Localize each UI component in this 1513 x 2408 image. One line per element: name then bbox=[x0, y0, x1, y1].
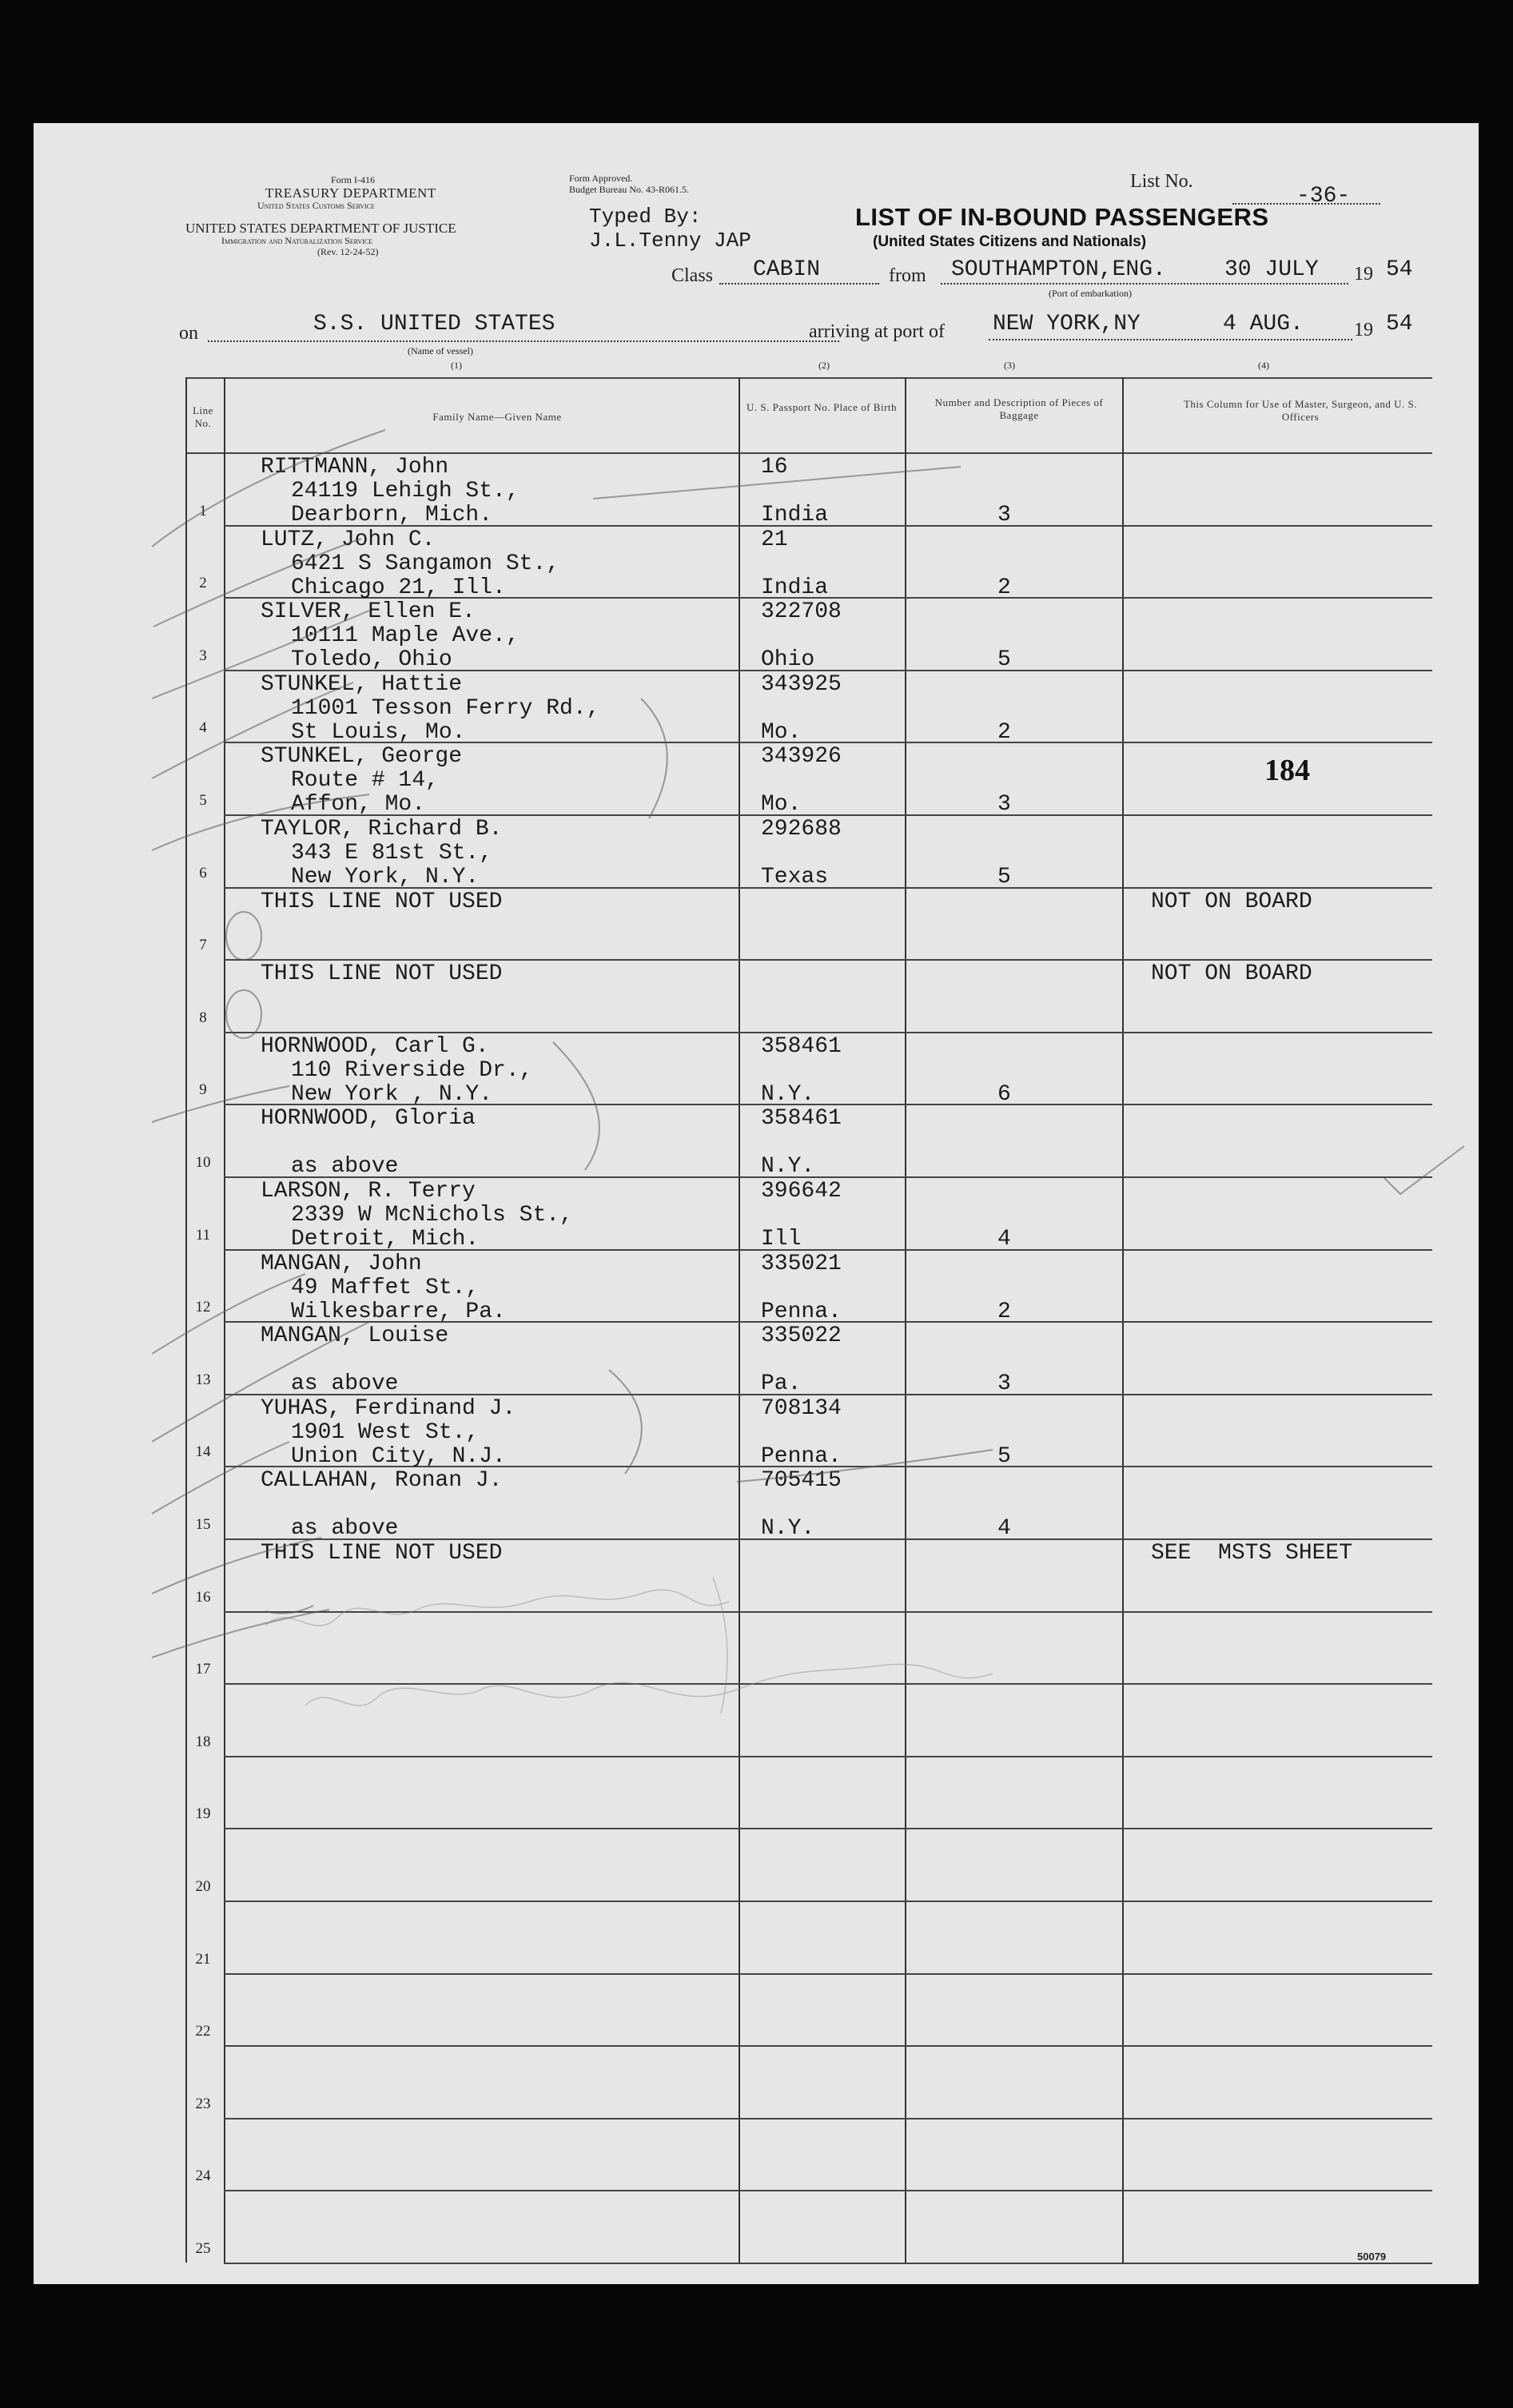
passenger-address: 2339 W McNichols St., bbox=[291, 1203, 573, 1228]
line-number: 2 bbox=[199, 575, 207, 592]
passport-number: 343925 bbox=[761, 671, 842, 697]
passenger-city: as above bbox=[291, 1371, 399, 1397]
baggage-count: 2 bbox=[997, 719, 1011, 745]
baggage-count: 4 bbox=[997, 1227, 1011, 1252]
passport-number: 708134 bbox=[761, 1395, 842, 1421]
col-number-1: (1) bbox=[451, 360, 462, 371]
passenger-name: MANGAN, Louise bbox=[261, 1323, 449, 1349]
passport-number: 396642 bbox=[761, 1179, 842, 1204]
passport-number: 322708 bbox=[761, 599, 842, 625]
passenger-address: 10111 Maple Ave., bbox=[291, 623, 520, 649]
place-of-birth: Mo. bbox=[761, 719, 802, 745]
passenger-city: New York , N.Y. bbox=[291, 1081, 493, 1107]
line-number: 14 bbox=[195, 1443, 211, 1461]
passenger-address: 1901 West St., bbox=[291, 1419, 480, 1445]
passenger-address: Route # 14, bbox=[291, 768, 439, 794]
baggage-count: 5 bbox=[997, 865, 1011, 890]
baggage-count: 4 bbox=[997, 1516, 1011, 1542]
line-number: 4 bbox=[199, 719, 207, 737]
col-number-4: (4) bbox=[1258, 360, 1269, 371]
col-header-passport: U. S. Passport No. Place of Birth bbox=[746, 401, 898, 413]
class-label: Class bbox=[671, 265, 714, 286]
line-number: 7 bbox=[199, 937, 207, 954]
passenger-name: LARSON, R. Terry bbox=[261, 1179, 476, 1204]
officer-remark: NOT ON BOARD bbox=[1151, 961, 1312, 987]
passenger-address: 24119 Lehigh St., bbox=[291, 479, 520, 503]
place-of-birth: Ohio bbox=[761, 647, 815, 673]
baggage-count: 6 bbox=[997, 1081, 1011, 1107]
line-number: 1 bbox=[199, 502, 207, 519]
place-of-birth: Ill bbox=[761, 1227, 802, 1252]
place-of-birth: Penna. bbox=[761, 1299, 842, 1324]
passport-number: 16 bbox=[761, 455, 788, 480]
line-number: 6 bbox=[199, 864, 207, 882]
col-number-2: (2) bbox=[818, 360, 830, 371]
vessel-note: (Name of vessel) bbox=[408, 345, 473, 356]
col-header-name: Family Name—Given Name bbox=[432, 411, 562, 423]
col-header-baggage: Number and Description of Pieces of Baggage bbox=[934, 396, 1104, 421]
page-subtitle: (United States Citizens and Nationals) bbox=[873, 233, 1147, 250]
officer-remark: SEE MSTS SHEET bbox=[1151, 1541, 1353, 1566]
passport-number: 292688 bbox=[761, 817, 842, 842]
passenger-list-form bbox=[34, 123, 1479, 2284]
passenger-name: LUTZ, John C. bbox=[261, 527, 436, 552]
line-number: 15 bbox=[195, 1516, 211, 1533]
place-of-birth: N.Y. bbox=[761, 1516, 815, 1542]
passenger-name: TAYLOR, Richard B. bbox=[261, 817, 503, 842]
officer-remark: NOT ON BOARD bbox=[1151, 889, 1312, 914]
place-of-birth: Mo. bbox=[761, 792, 802, 818]
form-code: 50079 bbox=[1357, 2251, 1387, 2263]
passenger-name: STUNKEL, George bbox=[261, 744, 463, 770]
justice-dept: UNITED STATES DEPARTMENT OF JUSTICE bbox=[185, 221, 456, 236]
place-of-birth: India bbox=[761, 575, 829, 600]
place-of-birth: Pa. bbox=[761, 1371, 802, 1397]
passenger-name: HORNWOOD, Gloria bbox=[261, 1106, 476, 1132]
passport-number: 343926 bbox=[761, 744, 842, 770]
departure-year: 54 bbox=[1386, 257, 1413, 282]
passenger-city: St Louis, Mo. bbox=[291, 719, 466, 745]
line-number: 20 bbox=[195, 1878, 211, 1895]
passport-number: 358461 bbox=[761, 1033, 842, 1059]
arrival-port: NEW YORK,NY bbox=[993, 312, 1141, 336]
line-number: 17 bbox=[195, 1661, 211, 1678]
passenger-address: 6421 S Sangamon St., bbox=[291, 551, 560, 576]
passenger-name: YUHAS, Ferdinand J. bbox=[261, 1395, 516, 1421]
passenger-address: 343 E 81st St., bbox=[291, 841, 493, 866]
passenger-city: Wilkesbarre, Pa. bbox=[291, 1299, 506, 1324]
passenger-name: STUNKEL, Hattie bbox=[261, 671, 463, 697]
from-label: from bbox=[889, 265, 926, 286]
passenger-name: THIS LINE NOT USED bbox=[261, 1541, 503, 1566]
passenger-city: Dearborn, Mich. bbox=[291, 503, 493, 527]
passenger-name: RITTMANN, John bbox=[261, 455, 449, 480]
line-number: 16 bbox=[195, 1588, 211, 1606]
line-number: 12 bbox=[195, 1299, 211, 1316]
typed-by-value: J.L.Tenny JAP bbox=[589, 229, 751, 253]
passport-number: 705415 bbox=[761, 1468, 842, 1494]
passenger-city: New York, N.Y. bbox=[291, 865, 480, 890]
passport-number: 358461 bbox=[761, 1106, 842, 1132]
typed-by-label: Typed By: bbox=[589, 205, 702, 229]
passenger-name: CALLAHAN, Ronan J. bbox=[261, 1468, 503, 1494]
pencil-marks bbox=[34, 123, 1479, 2284]
line-number: 21 bbox=[195, 1950, 211, 1968]
baggage-count: 2 bbox=[997, 575, 1011, 600]
passenger-city: Union City, N.J. bbox=[291, 1443, 506, 1469]
col-number-3: (3) bbox=[1004, 360, 1015, 371]
list-no-label: List No. bbox=[1130, 171, 1193, 192]
place-of-birth: Texas bbox=[761, 865, 829, 890]
line-number: 25 bbox=[195, 2240, 211, 2257]
col-header-line-no: Line No. bbox=[193, 404, 213, 429]
year-prefix: 19 bbox=[1354, 264, 1373, 285]
list-no-value: -36- bbox=[1296, 184, 1351, 209]
stamp-number: 184 bbox=[1264, 754, 1310, 787]
line-number: 8 bbox=[199, 1009, 207, 1026]
page-title: LIST OF IN-BOUND PASSENGERS bbox=[855, 203, 1269, 231]
passport-number: 21 bbox=[761, 527, 788, 552]
vessel-name: S.S. UNITED STATES bbox=[313, 312, 555, 336]
passenger-name: MANGAN, John bbox=[261, 1251, 422, 1276]
passenger-city: Chicago 21, Ill. bbox=[291, 575, 506, 600]
baggage-count: 3 bbox=[997, 792, 1011, 818]
treasury-dept: TREASURY DEPARTMENT bbox=[265, 185, 436, 201]
line-number: 13 bbox=[195, 1371, 211, 1388]
passenger-city: Toledo, Ohio bbox=[291, 647, 452, 673]
passenger-city: Affon, Mo. bbox=[291, 792, 426, 818]
passenger-name: THIS LINE NOT USED bbox=[261, 961, 503, 987]
form-approved: Form Approved. bbox=[569, 173, 633, 184]
port-note: (Port of embarkation) bbox=[1049, 288, 1132, 299]
form-number: Form I-416 bbox=[331, 174, 375, 185]
budget-bureau: Budget Bureau No. 43-R061.5. bbox=[569, 184, 689, 195]
passenger-city: as above bbox=[291, 1516, 399, 1542]
departure-date: 30 JULY bbox=[1224, 257, 1319, 282]
line-number: 3 bbox=[199, 647, 207, 664]
line-number: 9 bbox=[199, 1081, 207, 1099]
baggage-count: 3 bbox=[997, 503, 1011, 527]
on-label: on bbox=[179, 323, 198, 344]
embarkation-port: SOUTHAMPTON,ENG. bbox=[951, 257, 1166, 282]
passport-number: 335021 bbox=[761, 1251, 842, 1276]
revision-date: (Rev. 12-24-52) bbox=[317, 246, 379, 257]
line-number: 5 bbox=[199, 792, 207, 809]
baggage-count: 3 bbox=[997, 1371, 1011, 1397]
passenger-address: 110 Riverside Dr., bbox=[291, 1057, 533, 1083]
passport-number: 335022 bbox=[761, 1323, 842, 1349]
line-number: 11 bbox=[195, 1226, 211, 1244]
line-number: 10 bbox=[195, 1154, 211, 1171]
place-of-birth: N.Y. bbox=[761, 1081, 815, 1107]
line-number: 23 bbox=[195, 2095, 211, 2112]
passenger-address: 11001 Tesson Ferry Rd., bbox=[291, 695, 600, 721]
place-of-birth: India bbox=[761, 503, 829, 527]
line-number: 22 bbox=[195, 2023, 211, 2040]
col-header-officers: This Column for Use of Master, Surgeon, and U. S. Officers bbox=[1183, 398, 1418, 423]
baggage-count: 5 bbox=[997, 1443, 1011, 1469]
passenger-name: HORNWOOD, Carl G. bbox=[261, 1033, 489, 1059]
line-number: 19 bbox=[195, 1805, 211, 1823]
immigration-service: Immigration and Naturalization Service bbox=[221, 235, 373, 246]
baggage-count: 2 bbox=[997, 1299, 1011, 1324]
line-number: 18 bbox=[195, 1733, 211, 1750]
passenger-city: as above bbox=[291, 1154, 399, 1180]
place-of-birth: N.Y. bbox=[761, 1154, 815, 1180]
arrival-date: 4 AUG. bbox=[1223, 312, 1304, 336]
class-value: CABIN bbox=[753, 257, 821, 282]
customs-service: United States Customs Service bbox=[257, 200, 375, 211]
year-prefix-2: 19 bbox=[1354, 320, 1373, 340]
passenger-name: THIS LINE NOT USED bbox=[261, 889, 503, 914]
place-of-birth: Penna. bbox=[761, 1443, 842, 1469]
passenger-city: Detroit, Mich. bbox=[291, 1227, 480, 1252]
arrival-year: 54 bbox=[1386, 312, 1413, 336]
passenger-address: 49 Maffet St., bbox=[291, 1275, 480, 1300]
line-number: 24 bbox=[195, 2167, 211, 2185]
baggage-count: 5 bbox=[997, 647, 1011, 673]
passenger-name: SILVER, Ellen E. bbox=[261, 599, 476, 625]
arriving-label: arriving at port of bbox=[809, 321, 945, 342]
